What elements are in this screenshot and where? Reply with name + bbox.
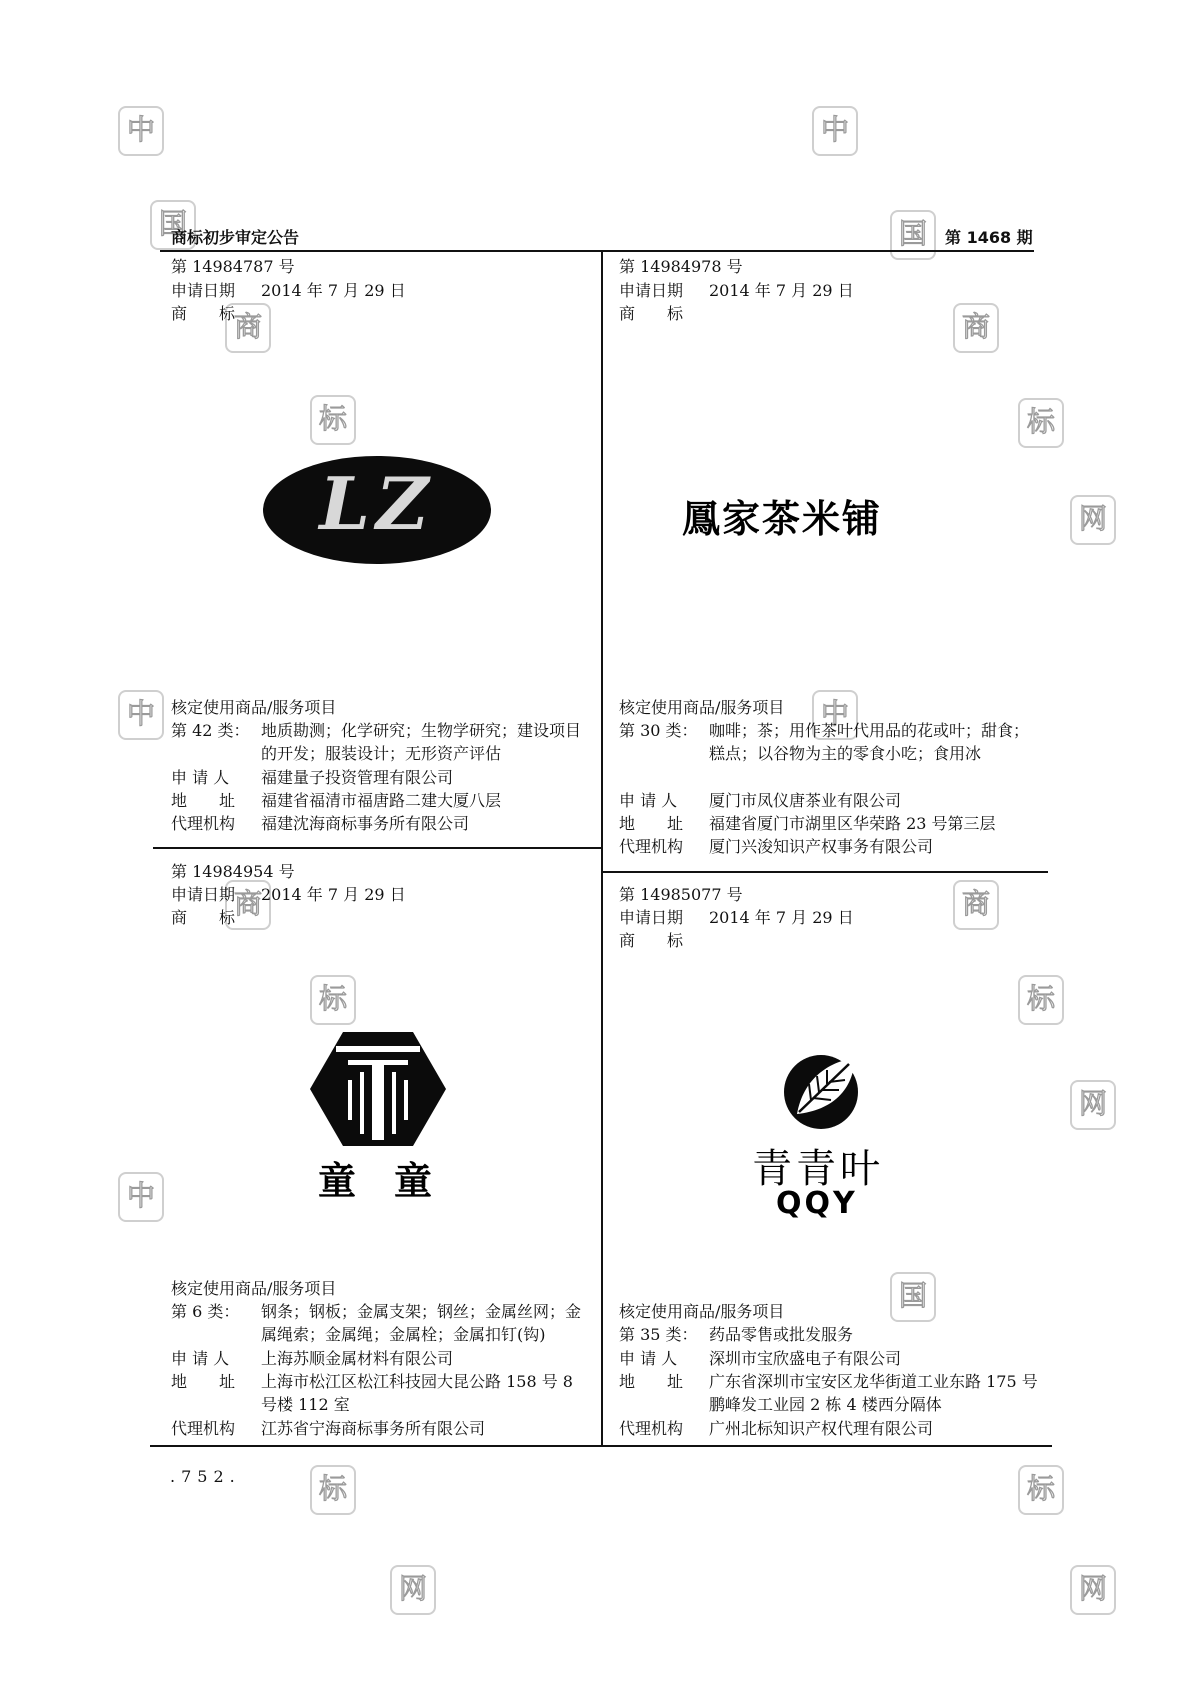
watermark-char: 网 <box>390 1565 436 1615</box>
watermark-char: 商 <box>953 303 999 353</box>
watermark-char: 标 <box>1018 975 1064 1025</box>
logo-text: 青青叶 <box>752 1146 884 1192</box>
services-heading: 核定使用商品/服务项目 <box>619 1302 785 1321</box>
watermark-char: 国 <box>890 210 936 260</box>
logo-text: LZ <box>319 461 435 546</box>
address: 上海市松江区松江科技园大昆公路 158 号 8 号楼 112 室 <box>261 1372 573 1414</box>
watermark-char: 标 <box>1018 1465 1064 1515</box>
class-label: 第 30 类： <box>619 721 698 740</box>
issue-number: 第 1468 期 <box>945 228 1033 247</box>
class-label: 第 6 类： <box>171 1302 240 1321</box>
applicant: 深圳市宝欣盛电子有限公司 <box>709 1349 902 1368</box>
watermark-char: 商 <box>225 303 271 353</box>
class-items: 钢条；钢板；金属支架；钢丝；金属丝网；金属绳索；金属绳；金属栓；金属扣钉(钩) <box>261 1302 582 1344</box>
filing-date-label: 申请日期 <box>171 281 236 300</box>
watermark-char: 中 <box>118 690 164 740</box>
trademark-logo-tongtong <box>308 1030 448 1148</box>
watermark-char: 网 <box>1070 1565 1116 1615</box>
address-label: 地 址 <box>619 1372 684 1391</box>
registration-number: 第 14984978 号 <box>619 257 743 276</box>
applicant-label: 申 请 人 <box>171 768 230 787</box>
address-label: 地 址 <box>171 791 236 810</box>
applicant: 厦门市凤仪唐茶业有限公司 <box>709 791 902 810</box>
address-row <box>171 1370 591 1416</box>
watermark-char: 中 <box>812 106 858 156</box>
address: 广东省深圳市宝安区龙华街道工业东路 175 号鹏峰发工业园 2 栋 4 楼西分隔体 <box>709 1372 1038 1414</box>
filing-date-label: 申请日期 <box>619 281 684 300</box>
logo-text: 童 童 <box>318 1159 433 1203</box>
class-row <box>171 1300 591 1346</box>
trademark-logo-text: 鳳家茶米铺 <box>682 496 883 541</box>
agent: 江苏省宁海商标事务所有限公司 <box>261 1419 486 1438</box>
watermark-char: 商 <box>225 880 271 930</box>
watermark-char: 标 <box>1018 398 1064 448</box>
services-heading: 核定使用商品/服务项目 <box>171 1279 337 1298</box>
right-row-divider <box>602 871 1048 873</box>
applicant-label: 申 请 人 <box>171 1349 230 1368</box>
watermark-char: 标 <box>310 975 356 1025</box>
watermark-char: 中 <box>118 106 164 156</box>
agent-label: 代理机构 <box>619 1419 684 1438</box>
address-label: 地 址 <box>171 1372 236 1391</box>
watermark-char: 商 <box>953 880 999 930</box>
mark-label: 商 标 <box>171 908 236 927</box>
address: 福建省厦门市湖里区华荣路 23 号第三层 <box>709 814 996 833</box>
filing-date: 2014 年 7 月 29 日 <box>709 281 854 300</box>
class-items: 药品零售或批发服务 <box>709 1325 854 1344</box>
footer-rule <box>150 1445 1052 1447</box>
agent: 福建沈海商标事务所有限公司 <box>261 814 470 833</box>
leaf-logo-icon <box>783 1050 863 1130</box>
hexagon-graphic <box>308 1030 448 1148</box>
watermark-char: 网 <box>1070 1080 1116 1130</box>
agent-label: 代理机构 <box>619 837 684 856</box>
class-row <box>619 719 1039 789</box>
filing-date-label: 申请日期 <box>619 908 684 927</box>
mark-label: 商 标 <box>619 931 684 950</box>
mark-label: 商 标 <box>171 304 236 323</box>
class-items: 地质勘测；化学研究；生物学研究；建设项目的开发；服装设计；无形资产评估 <box>261 721 582 763</box>
address-label: 地 址 <box>619 814 684 833</box>
applicant: 上海苏顺金属材料有限公司 <box>261 1349 454 1368</box>
agent-label: 代理机构 <box>171 1419 236 1438</box>
applicant-label: 申 请 人 <box>619 1349 678 1368</box>
address: 福建省福清市福唐路二建大厦八层 <box>261 791 502 810</box>
applicant-label: 申 请 人 <box>619 791 678 810</box>
filing-date: 2014 年 7 月 29 日 <box>261 281 406 300</box>
registration-number: 第 14984787 号 <box>171 257 295 276</box>
page-number: .752. <box>170 1467 241 1486</box>
class-label: 第 35 类： <box>619 1325 698 1344</box>
left-row-divider <box>153 847 602 849</box>
agent: 广州北标知识产权代理有限公司 <box>709 1419 934 1438</box>
filing-date: 2014 年 7 月 29 日 <box>709 908 854 927</box>
applicant: 福建量子投资管理有限公司 <box>261 768 454 787</box>
class-items: 咖啡；茶；用作茶叶代用品的花或叶；甜食；糕点；以谷物为主的零食小吃；食用冰 <box>709 721 1030 763</box>
watermark-char: 网 <box>1070 495 1116 545</box>
mark-label: 商 标 <box>619 304 684 323</box>
watermark-char: 国 <box>150 200 196 250</box>
filing-date-label: 申请日期 <box>171 885 236 904</box>
logo-subtext: QQY <box>776 1186 858 1221</box>
watermark-char: 国 <box>890 1272 936 1322</box>
address-row <box>619 1370 1039 1416</box>
agent: 厦门兴浚知识产权事务有限公司 <box>709 837 934 856</box>
services-heading: 核定使用商品/服务项目 <box>171 698 337 717</box>
class-row <box>171 719 591 765</box>
watermark-char: 标 <box>310 1465 356 1515</box>
watermark-char: 中 <box>118 1172 164 1222</box>
trademark-logo-lz <box>262 455 492 565</box>
registration-number: 第 14985077 号 <box>619 885 743 904</box>
watermark-char: 中 <box>812 690 858 740</box>
services-heading: 核定使用商品/服务项目 <box>619 698 785 717</box>
gazette-title: 商标初步审定公告 <box>171 228 300 247</box>
header-rule <box>160 250 1034 252</box>
watermark-char: 标 <box>310 395 356 445</box>
agent-label: 代理机构 <box>171 814 236 833</box>
registration-number: 第 14984954 号 <box>171 862 295 881</box>
filing-date: 2014 年 7 月 29 日 <box>261 885 406 904</box>
class-label: 第 42 类： <box>171 721 250 740</box>
